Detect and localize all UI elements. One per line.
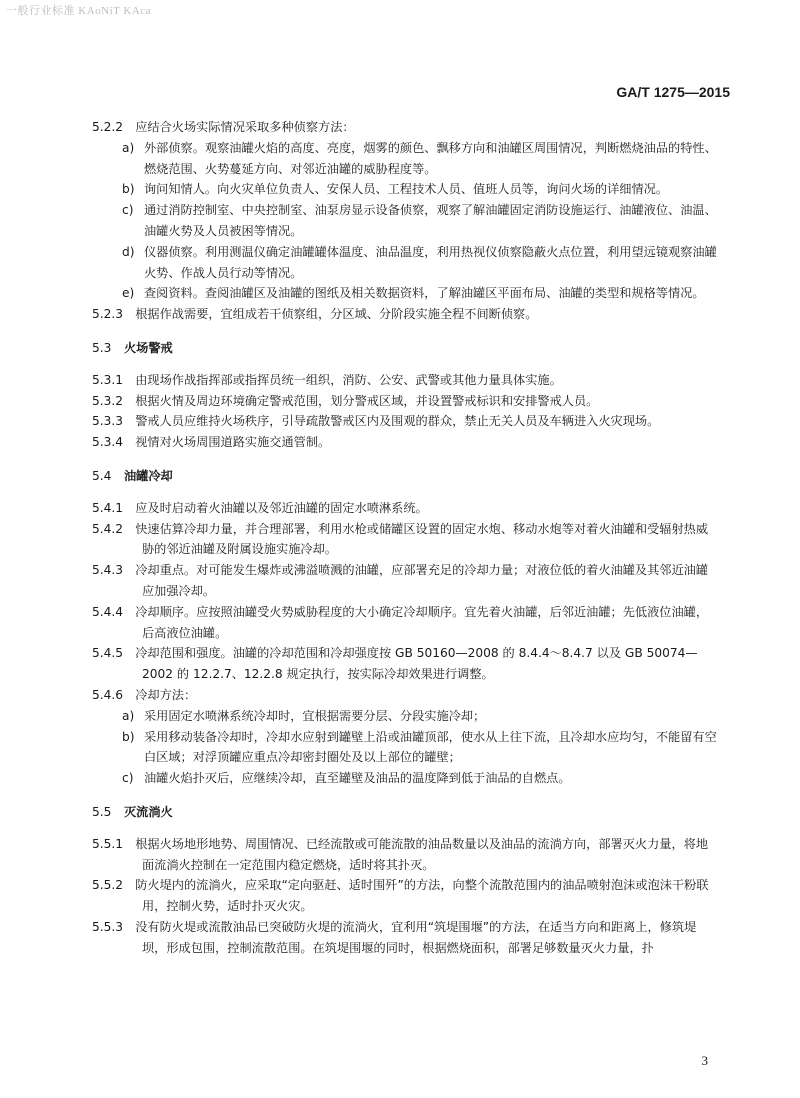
clause-5-2-3: 5.2.3 根据作战需要，宜组成若干侦察组，分区域、分阶段实施全程不间断侦察。 (92, 307, 538, 322)
list-item-text: 通过消防控制室、中央控制室、油泵房显示设备侦察，观察了解油罐固定消防设施运行、油罐液位、油温、油罐火势及人员被困等情况。 (144, 203, 717, 238)
list-marker: b) (122, 182, 135, 197)
list-item-text: 询问知情人。向火灾单位负责人、安保人员、工程技术人员、值班人员等，询问火场的详细情况。 (144, 182, 669, 197)
list-item-text: 采用移动装备冷却时，冷却水应射到罐壁上沿或油罐顶部，使水从上往下流，且冷却水应均匀，不能留有空白区域；对浮顶罐应重点冷却密封圈处及以上部位的罐壁； (144, 729, 717, 765)
clause-5-4-3: 5.4.3 冷却重点。对可能发生爆炸或沸溢喷溅的油罐，应部署充足的冷却力量；对液位低的着火油罐及其邻近油罐应加强冷却。 (92, 563, 709, 598)
list-item-text: 查阅资料。查阅油罐区及油罐的图纸及相关数据资料，了解油罐区平面布局、油罐的类型和规格等情况。 (144, 286, 705, 301)
clause-5-4-2: 5.4.2 快速估算冷却力量，并合理部署，利用水枪或储罐区设置的固定水炮、移动水炮等对着火油罐和受辐射热威胁的邻近油罐及附属设施实施冷却。 (92, 521, 709, 557)
clause-5-3-1: 5.3.1 由现场作战指挥部或指挥员统一组织，消防、公安、武警或其他力量具体实施。 (92, 372, 562, 387)
section-heading-5-3 (92, 338, 720, 359)
list-item-text: 采用固定水喷淋系统冷却时，宜根据需要分层、分段实施冷却； (144, 708, 486, 723)
clause-5-3-2: 5.3.2 根据火情及周边环境确定警戒范围，划分警戒区域，并设置警戒标识和安排警戒人员。 (92, 393, 599, 408)
list-marker: a) (122, 140, 135, 155)
section-title: 油罐冷却 (124, 468, 173, 483)
list-item (92, 727, 720, 769)
section-heading-5-5 (92, 802, 720, 823)
list-item (92, 283, 720, 304)
list-marker: c) (122, 203, 134, 218)
list-marker: a) (122, 708, 135, 723)
section-number: 5.4 (92, 468, 112, 483)
page-number: 3 (701, 1053, 708, 1068)
list-item-text: 油罐火焰扑灭后，应继续冷却，直至罐壁及油品的温度降到低于油品的自燃点。 (144, 771, 571, 786)
list-item (92, 768, 720, 789)
section-title: 灭流淌火 (124, 804, 173, 819)
clause-5-4-4: 5.4.4 冷却顺序。应按照油罐受火势威胁程度的大小确定冷却顺序。宜先着火油罐，后邻近油罐；先低液位油罐，后高液位油罐。 (92, 604, 709, 640)
list-marker: d) (122, 244, 135, 259)
document-body (92, 117, 720, 958)
section-number: 5.5 (92, 804, 112, 819)
list-item-text: 仪器侦察。利用测温仪确定油罐罐体温度、油品温度，利用热视仪侦察隐蔽火点位置，利用望远镜观察油罐火势、作战人员行动等情况。 (144, 244, 717, 280)
clause-5-3-4: 5.3.4 视情对火场周围道路实施交通管制。 (92, 435, 331, 450)
list-item (92, 242, 720, 284)
list-item (92, 179, 720, 200)
section-title: 火场警戒 (124, 340, 173, 355)
clause-5-2-2: 5.2.2 应结合火场实际情况采取多种侦察方法： (92, 120, 355, 134)
list-item (92, 200, 720, 242)
clause-5-5-3: 5.5.3 没有防火堤或流散油品已突破防火堤的流淌火，宜利用“筑堤围堰”的方法，在适当方向和距离上，修筑堤坝，形成包围，控制流散范围。在筑堤围堰的同时，根据燃烧面积，部署足够数量灭火力量，扑 (92, 919, 697, 955)
clause-5-5-2: 5.5.2 防火堤内的流淌火，应采取“定向驱赶、适时围歼”的方法，向整个流散范围内的油品喷射泡沫或泡沫干粉联用，控制火势，适时扑灭火灾。 (92, 878, 709, 914)
watermark: 一般行业标准 KAoNiT KAca (6, 5, 152, 17)
list-item (92, 706, 720, 727)
clause-5-3-3: 5.3.3 警戒人员应维持火场秩序，引导疏散警戒区内及围观的群众，禁止无关人员及车辆进入火灾现场。 (92, 414, 660, 429)
clause-5-4-1: 5.4.1 应及时启动着火油罐以及邻近油罐的固定水喷淋系统。 (92, 500, 428, 515)
list-marker: b) (122, 729, 135, 744)
list-item (92, 138, 720, 180)
clause-5-5-1: 5.5.1 根据火场地形地势、周围情况、已经流散或可能流散的油品数量以及油品的流淌方向，部署灭火力量，将地面流淌火控制在一定范围内稳定燃烧，适时将其扑灭。 (92, 836, 709, 872)
list-marker: e) (122, 286, 135, 301)
clause-5-4-5: 5.4.5 冷却范围和强度。油罐的冷却范围和冷却强度按 GB 50160—2008 的 8.4.4～8.4.7 以及 GB 50074—2002 的 12.2.7、12.2.8 规定执行，按实际冷却效果进行调整。 (92, 646, 698, 682)
list-item-text: 外部侦察。观察油罐火焰的高度、亮度，烟雾的颜色、飘移方向和油罐区周围情况，判断燃烧油品的特性、燃烧范围、火势蔓延方向、对邻近油罐的威胁程度等。 (144, 140, 717, 176)
clause-5-4-6: 5.4.6 冷却方法： (92, 687, 197, 702)
section-number: 5.3 (92, 340, 112, 355)
list-marker: c) (122, 771, 134, 786)
section-heading-5-4 (92, 466, 720, 487)
standard-number: GA/T 1275—2015 (616, 84, 730, 100)
